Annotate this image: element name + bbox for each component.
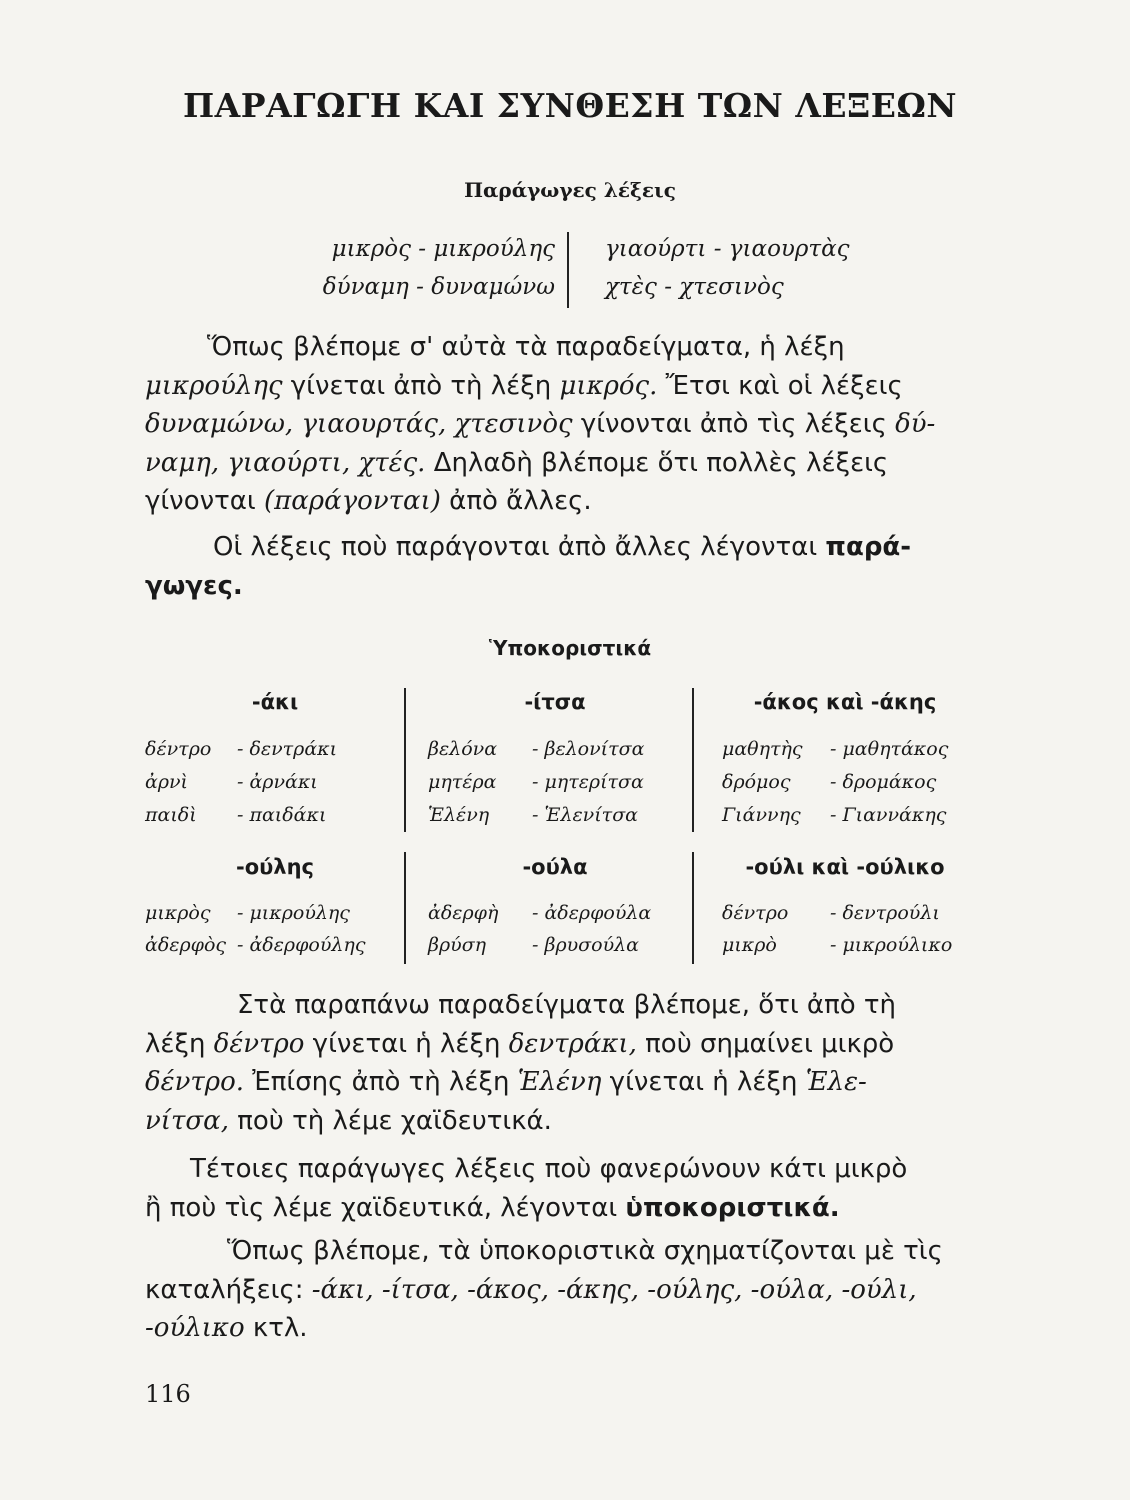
cell: ἀδερφὴ [428,902,499,924]
example-item: δύναμη - δυναμώνω [322,274,555,300]
text: Ὅπως βλέπομε, τὰ ὑποκοριστικὰ σχηματίζονται μὲ τὶς [227,1236,943,1266]
text: ποὺ σημαίνει μικρὸ [636,1028,895,1059]
cell: δέντρο [722,902,789,924]
paragraph-5 [145,1232,990,1348]
examples-left [323,230,555,306]
text: Ἐπίσης ἀπὸ τὴ λέξη [244,1067,518,1097]
term: γωγες. [145,570,243,601]
text: καταλήξεις: [145,1274,312,1305]
column-heading: -ούλι καὶ -ούλικο [745,855,945,879]
text: δέντρο [213,1028,305,1059]
column-heading: -ούλης [235,855,314,879]
divider [404,688,406,832]
column-heading: -ούλα [522,855,588,879]
page-number: 116 [145,1380,191,1408]
table-row [722,934,952,956]
column-heading: -άκος καὶ -άκης [753,690,937,714]
cell: - μικρούλικο [830,934,953,956]
text: δυναμώνω, γιαουρτάς, χτεσινὸς [145,409,573,439]
table-row [428,934,639,956]
table-row [428,771,644,793]
text: ἀπὸ ἄλλες. [440,486,592,516]
table-row [145,934,365,956]
text: ναμη, γιαούρτι, χτές. [145,447,426,478]
text: μικρούλης [145,370,283,401]
page-title: ΠΑΡΑΓΩΓΗ ΚΑΙ ΣΥΝΘΕΣΗ ΤΩΝ ΛΕΞΕΩΝ [182,86,957,125]
cell: - Γιαννάκης [830,804,947,826]
text: Ἔτσι καὶ οἱ λέξεις [657,370,903,401]
table-row [428,902,651,924]
table-row [722,804,946,826]
text: ποὺ τὴ λέμε χαϊδευτικά. [228,1105,552,1136]
text: μικρός. [559,370,658,401]
text: Στὰ παραπάνω παραδείγματα βλέπομε, ὅτι ἀπὸ τὴ [237,990,897,1020]
text: γίνεται ἀπὸ τὴ λέξη [282,370,560,401]
text: Δηλαδὴ βλέπομε ὅτι πολλὲς λέξεις [425,447,889,478]
term: παρά- [825,532,912,562]
column-heading: -ίτσα [524,690,586,714]
text: -ούλικο [145,1313,245,1343]
table-row [145,771,318,793]
table-row [428,738,644,760]
example-item: χτὲς - χτεσινὸς [605,274,784,300]
table-row [145,804,326,826]
text: γίνονται ἀπὸ τὶς λέξεις [572,409,896,439]
cell: μικρὸς [145,902,211,924]
cell: - δεντρούλι [830,902,940,924]
cell: - βελονίτσα [532,738,645,760]
cell: - Ἑλενίτσα [532,804,638,826]
cell: - μικρούλης [237,902,350,924]
text: λέξη [145,1028,214,1059]
table-row [428,804,638,826]
text: δύ- [895,409,936,439]
cell: - δρομάκος [830,771,937,793]
examples-right [605,230,850,306]
text: Οἱ λέξεις ποὺ παράγονται ἀπὸ ἄλλες λέγονται [213,532,826,562]
table-row [145,902,350,924]
cell: Γιάννης [722,804,801,826]
text: Ὅπως βλέπομε σ' αὐτὰ τὰ παραδείγματα, ἡ λέξη [207,332,845,362]
text: νίτσα, [145,1105,229,1136]
cell: - δεντράκι [237,738,338,760]
text: Τέτοιες παράγωγες λέξεις ποὺ φανερώνουν κάτι μικρὸ [190,1154,908,1184]
example-item: μικρὸς - μικρούλης [331,236,555,262]
cell: - βρυσούλα [532,934,639,956]
cell: βελόνα [428,738,498,760]
paragraph-1 [145,328,990,521]
cell: ἀδερφὸς [145,934,227,956]
cell: παιδὶ [145,804,197,826]
cell: - μαθητάκος [830,738,949,760]
cell: - ἀρνάκι [237,771,318,793]
paragraph-2 [145,528,990,605]
divider [692,688,694,832]
text: δεντράκι, [508,1028,637,1059]
text: γίνεται ἡ λέξη [304,1028,509,1059]
text: ἢ ποὺ τὶς λέμε χαϊδευτικά, λέγονται [145,1192,626,1223]
cell: μαθητὴς [722,738,803,760]
text: -άκι, -ίτσα, -άκος, -άκης, -ούλης, -ούλα, -ούλι, [311,1274,917,1305]
table-row [722,738,948,760]
derivatives-heading: Παράγωγες λέξεις [464,178,676,202]
paragraph-4 [145,1150,990,1227]
cell: - ἀδερφούλα [532,902,652,924]
divider [567,232,569,308]
cell: - παιδάκι [237,804,327,826]
text: δέντρο. [145,1067,244,1097]
text: (παράγονται) [264,486,441,516]
cell: δέντρο [145,738,212,760]
text: Ἑλένη [517,1067,602,1097]
examples-table [145,230,995,310]
table-row [145,738,337,760]
cell: ἀρνὶ [145,771,189,793]
cell: - μητερίτσα [532,771,644,793]
table-row [722,902,940,924]
diminutives-heading: Ὑποκοριστικά [488,636,652,660]
text: γίνεται ἡ λέξη [601,1067,806,1097]
paragraph-3 [145,986,990,1140]
term: ὑποκοριστικά. [625,1192,840,1223]
divider [692,852,694,964]
text: κτλ. [244,1313,308,1343]
cell: βρύση [428,934,487,956]
cell: δρόμος [722,771,791,793]
cell: μικρὸ [722,934,777,956]
divider [404,852,406,964]
cell: Ἑλένη [428,804,490,826]
text: Ἑλε- [805,1067,867,1097]
example-item: γιαούρτι - γιαουρτὰς [605,236,850,262]
text: γίνονται [145,486,264,516]
cell: μητέρα [428,771,497,793]
column-heading: -άκι [251,690,299,714]
cell: - ἀδερφούλης [237,934,366,956]
table-row [722,771,936,793]
